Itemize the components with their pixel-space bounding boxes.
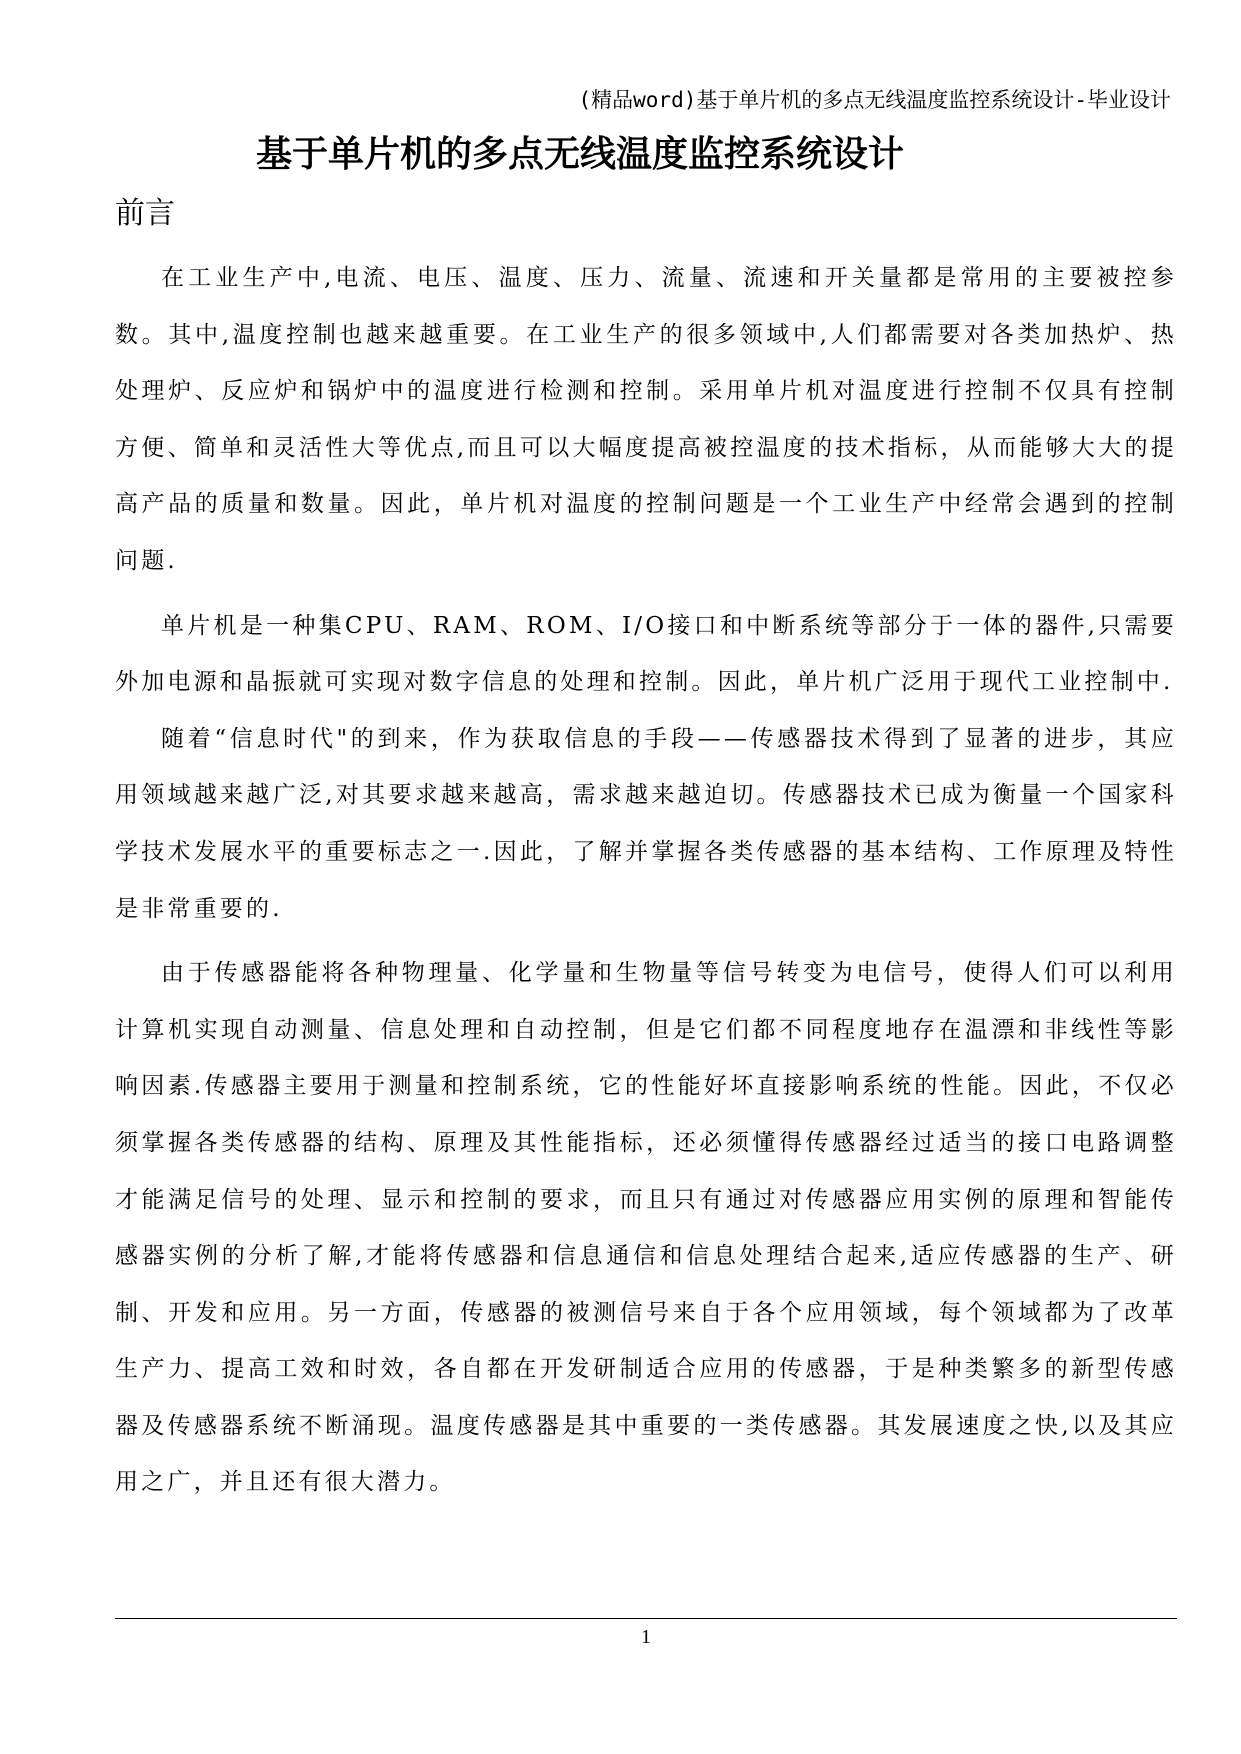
document-title: 基于单片机的多点无线温度监控系统设计 (255, 134, 904, 175)
body-text (115, 250, 1177, 1511)
paragraph-3: 随着“信息时代"的到来，作为获取信息的手段——传感器技术得到了显著的进步，其应用领域越来越广泛,对其要求越来越高，需求越来越迫切。传感器技术已成为衡量一个国家科学技术发展水平的重要标志之一.因此，了解并掌握各类传感器的基本结构、工作原理及特性是非常重要的. (115, 725, 1177, 922)
paragraph-4: 由于传感器能将各种物理量、化学量和生物量等信号转变为电信号，使得人们可以利用计算机实现自动测量、信息处理和自动控制，但是它们都不同程度地存在温漂和非线性等影响因素.传感器主要用于测量和控制系统，它的性能好坏直接影响系统的性能。因此，不仅必须掌握各类传感器的结构、原理及其性能指标，还必须懂得传感器经过适当的接口电路调整才能满足信号的处理、显示和控制的要求，而且只有通过对传感器应用实例的原理和智能传感器实例的分析了解,才能将传感器和信息通信和信息处理结合起来,适应传感器的生产、研制、开发和应用。另一方面，传感器的被测信号来自于各个应用领域，每个领域都为了改革生产力、提高工效和时效，各自都在开发研制适合应用的传感器，于是种类繁多的新型传感器及传感器系统不断涌现。温度传感器是其中重要的一类传感器。其发展速度之快,以及其应用之广，并且还有很大潜力。 (115, 960, 1177, 1496)
paragraph-1: 在工业生产中,电流、电压、温度、压力、流量、流速和开关量都是常用的主要被控参数。其中,温度控制也越来越重要。在工业生产的很多领域中,人们都需要对各类加热炉、热处理炉、反应炉和锅炉中的温度进行检测和控制。采用单片机对温度进行控制不仅具有控制方便、简单和灵活性大等优点,而且可以大幅度提高被控温度的技术指标，从而能够大大的提高产品的质量和数量。因此，单片机对温度的控制问题是一个工业生产中经常会遇到的控制问题. (115, 265, 1177, 574)
running-header: (精品word)基于单片机的多点无线温度监控系统设计-毕业设计 (578, 88, 1171, 112)
section-heading: 前言 (115, 196, 175, 231)
footer-divider (115, 1618, 1177, 1619)
page-number: 1 (641, 1626, 651, 1648)
paragraph-2: 单片机是一种集CPU、RAM、ROM、I/O接口和中断系统等部分于一体的器件,只需要外加电源和晶振就可实现对数字信息的处理和控制。因此，单片机广泛用于现代工业控制中. (115, 612, 1177, 696)
